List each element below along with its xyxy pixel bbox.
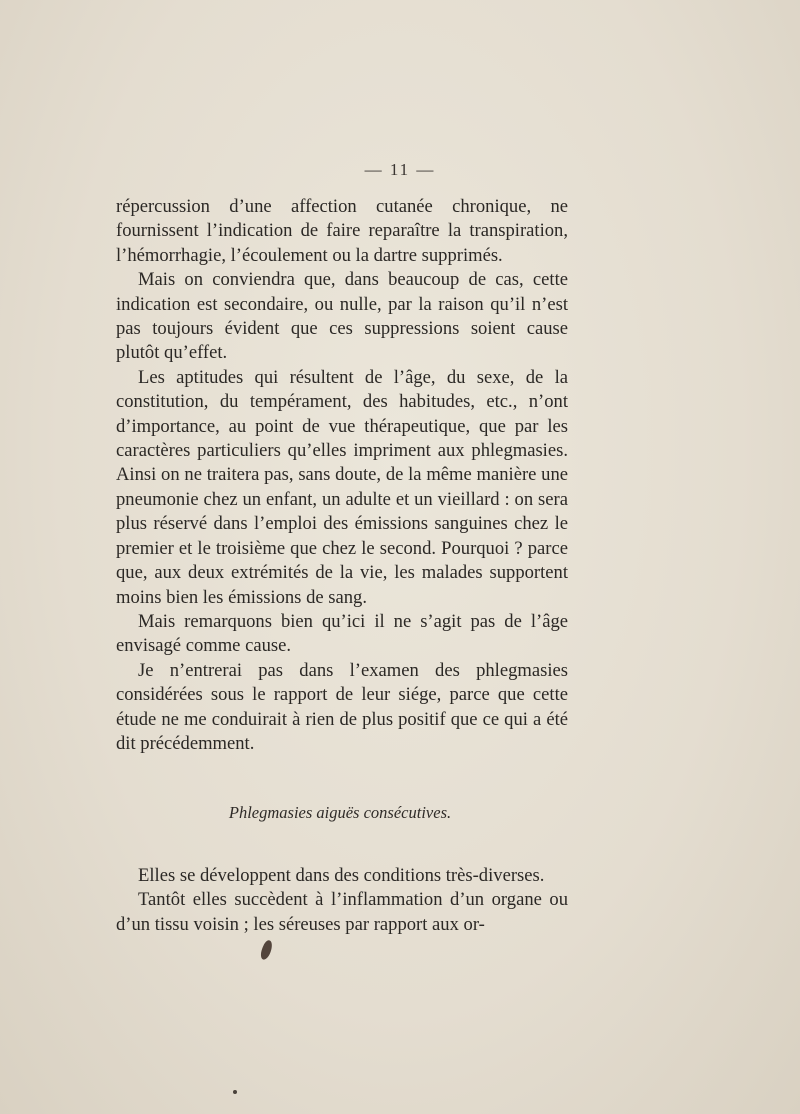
- ink-stain: [259, 939, 274, 961]
- page-number: — 11 —: [364, 160, 436, 179]
- paragraph-1: répercussion d’une affection cutanée chronique, ne fournissent l’indication de faire reparaître la transpiration, l’hémorrhagie, l’écoulement ou la dartre supprimés.: [116, 196, 568, 266]
- section-heading: Phlegmasies aiguës consécutives.: [228, 803, 452, 822]
- paragraph-7: Tantôt elles succèdent à l’inflammation d’un organe ou d’un tissu voisin ; les séreuses par rapport aux or-: [116, 889, 568, 935]
- paragraph-3: Les aptitudes qui résultent de l’âge, du sexe, de la constitution, du tempérament, des habitudes, etc., n’ont d’importance, au point de vue thérapeutique, que par les caractères particuliers qu’elles impriment aux phlegmasies. Ainsi on ne traitera pas, sans doute, de la même manière une pneumonie chez un enfant, un adulte et un vieillard : on sera plus réservé dans l’emploi des émissions sanguines chez le premier et le troisième que chez le second. Pourquoi ? parce que, aux deux extrémités de la vie, les malades supportent moins bien les émissions de sang.: [116, 366, 568, 608]
- section-text: [116, 864, 568, 937]
- paragraph-6: Elles se développent dans des conditions très-diverses.: [138, 865, 545, 886]
- paragraph-4: Mais remarquons bien qu’ici il ne s’agit pas de l’âge envisagé comme cause.: [116, 610, 568, 657]
- paragraph-2: Mais on conviendra que, dans beaucoup de cas, cette indication est secondaire, ou nulle, par la raison qu’il n’est pas toujours évident que ces suppressions soient cause plutôt qu’effet.: [116, 269, 568, 364]
- paper-speck: [233, 1090, 237, 1094]
- main-text: [116, 195, 568, 756]
- paragraph-5: Je n’entrerai pas dans l’examen des phlegmasies considérées sous le rapport de leur siége, parce que cette étude ne me conduirait à rien de plus positif que ce qui a été dit précédemment.: [116, 659, 568, 754]
